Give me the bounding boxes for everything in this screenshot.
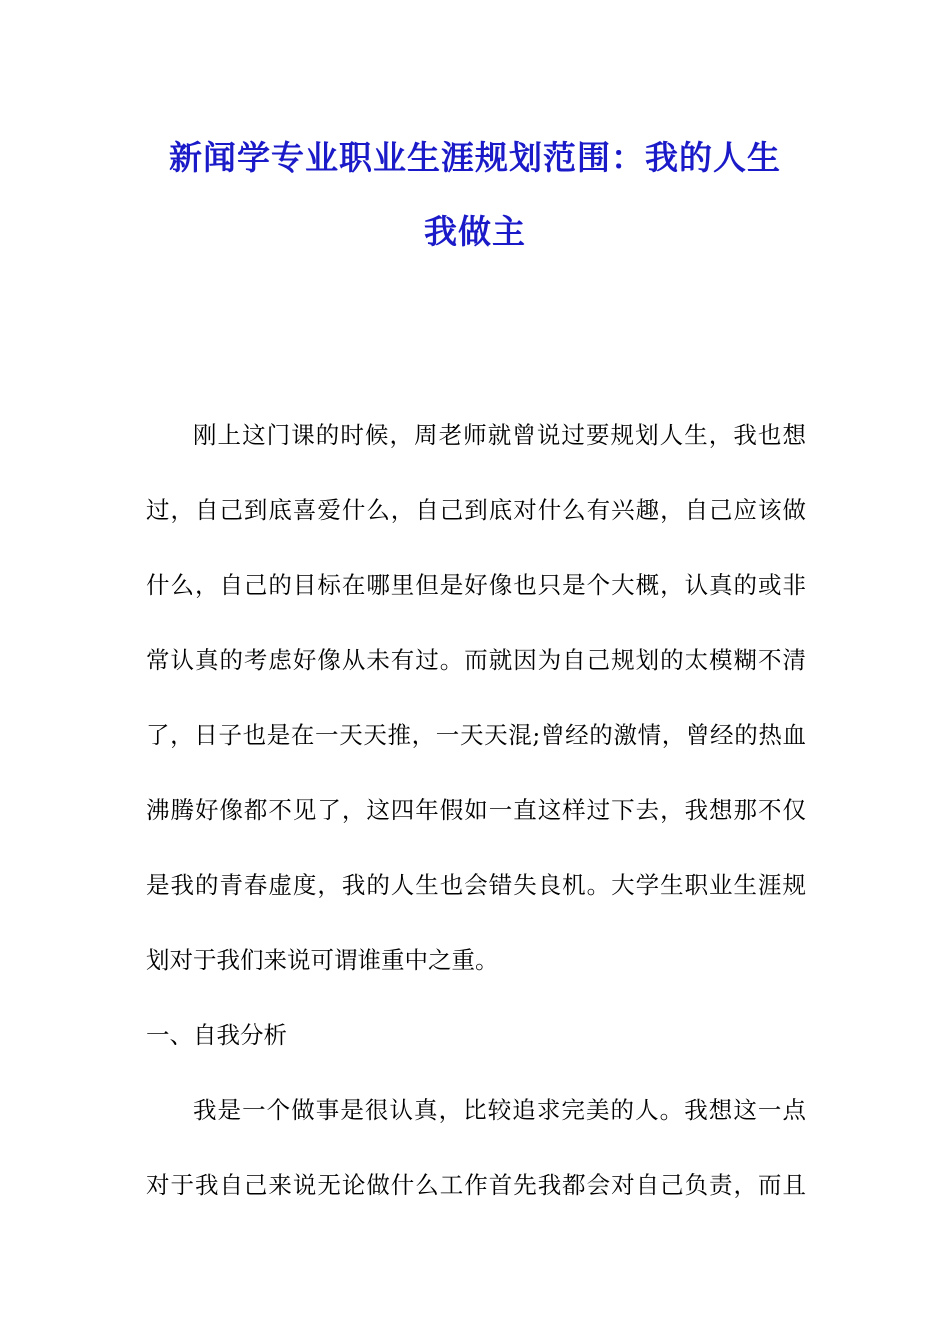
paragraph-2-line: 对于我自己来说无论做什么工作首先我都会对自己负责，而且 bbox=[146, 1171, 806, 1199]
document-title-line-1: 新闻学专业职业生涯规划范围：我的人生 bbox=[169, 138, 781, 177]
paragraph-1-line: 过，自己到底喜爱什么，自己到底对什么有兴趣，自己应该做 bbox=[146, 496, 806, 524]
section-heading: 一、自我分析 bbox=[146, 1021, 287, 1049]
paragraph-2-line: 我是一个做事是很认真，比较追求完美的人。我想这一点 bbox=[193, 1096, 806, 1124]
paragraph-1-line: 沸腾好像都不见了，这四年假如一直这样过下去，我想那不仅 bbox=[146, 796, 806, 824]
document-title-line-2: 我做主 bbox=[424, 212, 526, 251]
document-body bbox=[146, 398, 806, 1223]
paragraph-1-line: 刚上这门课的时候，周老师就曾说过要规划人生，我也想 bbox=[193, 421, 806, 449]
paragraph-1-line: 了，日子也是在一天天推，一天天混;曾经的激情，曾经的热血 bbox=[146, 721, 806, 749]
paragraph-1-line: 常认真的考虑好像从未有过。而就因为自己规划的太模糊不清 bbox=[146, 646, 806, 674]
paragraph-1-line: 划对于我们来说可谓谁重中之重。 bbox=[146, 946, 499, 974]
paragraph-1-line: 是我的青春虚度，我的人生也会错失良机。大学生职业生涯规 bbox=[146, 871, 806, 899]
paragraph-1-line: 什么，自己的目标在哪里但是好像也只是个大概，认真的或非 bbox=[146, 571, 806, 599]
